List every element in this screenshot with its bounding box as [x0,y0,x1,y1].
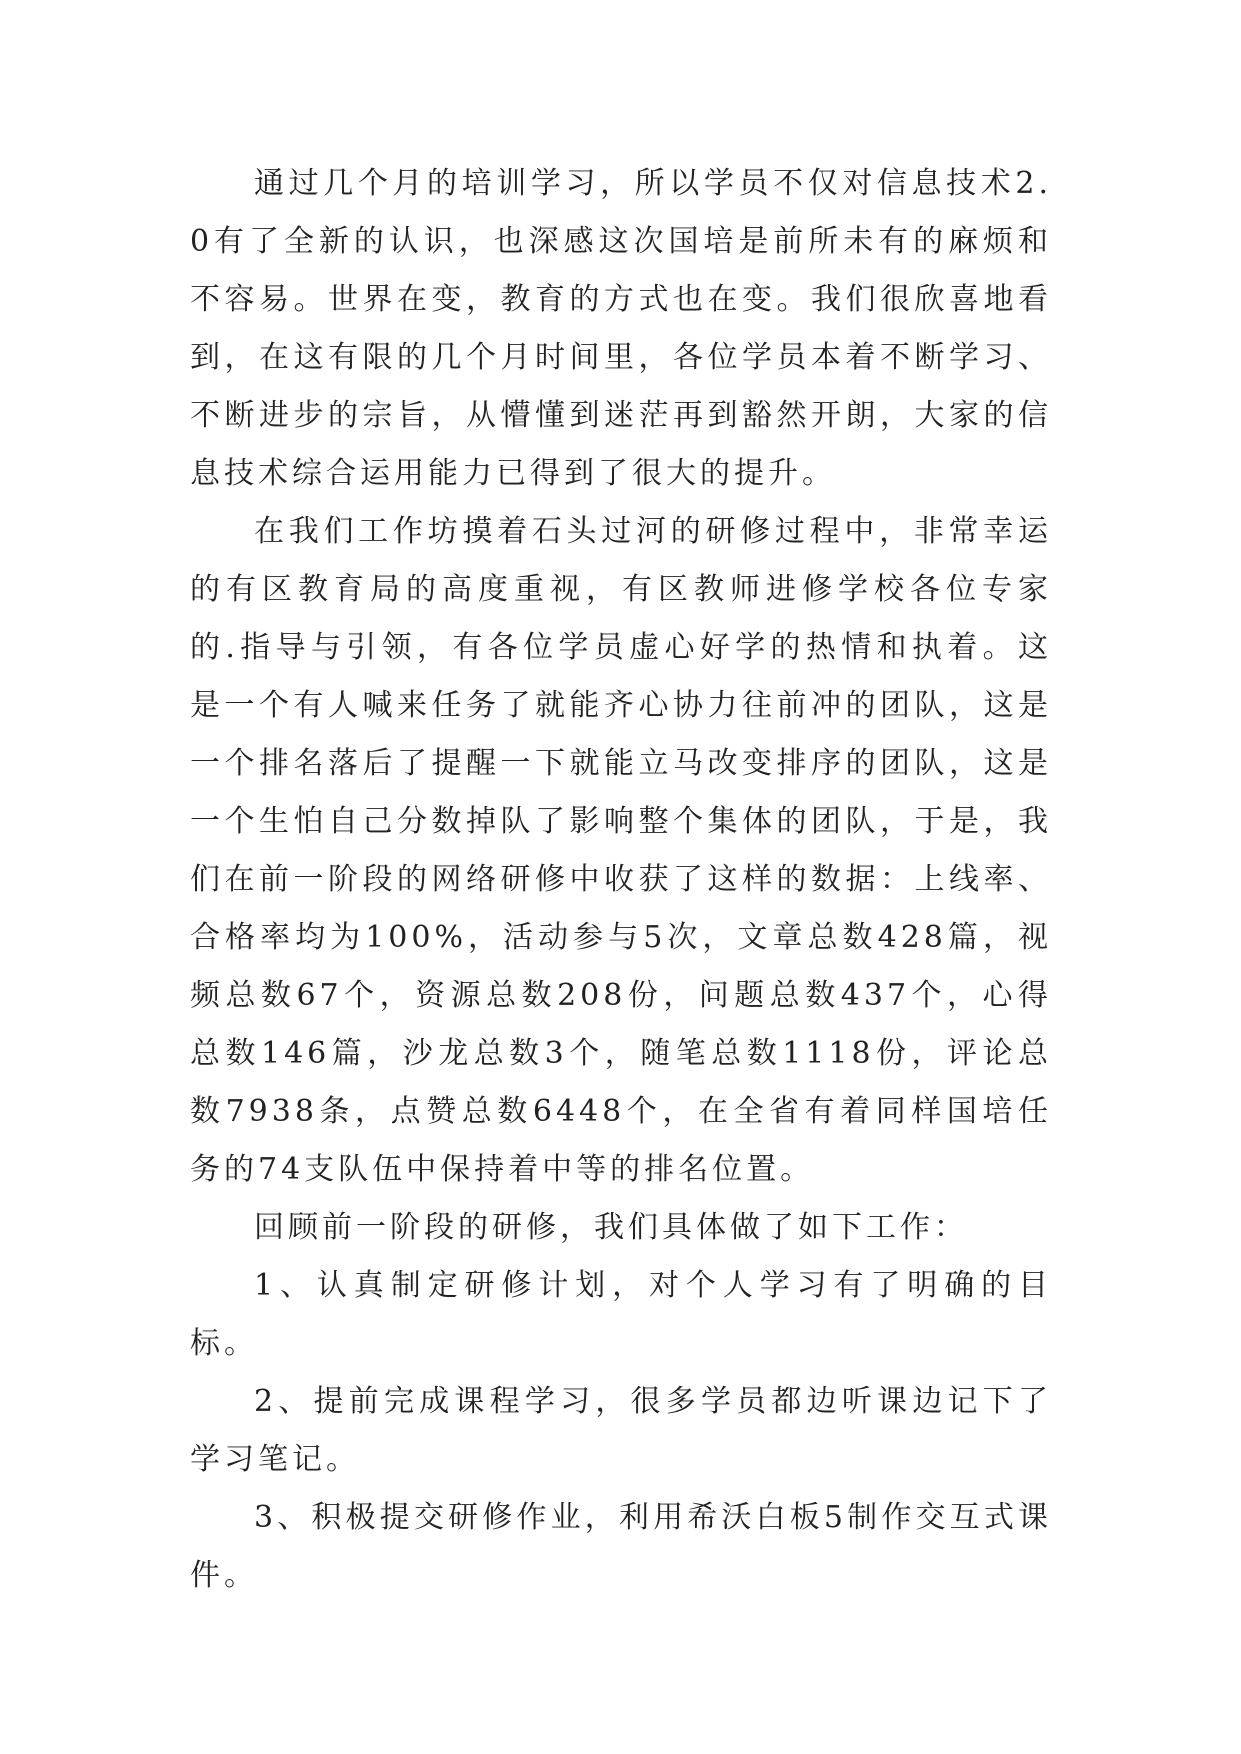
paragraph-workshop-results: 在我们工作坊摸着石头过河的研修过程中，非常幸运的有区教育局的高度重视，有区教师进修学校各位专家的.指导与引领，有各位学员虚心好学的热情和执着。这是一个有人喊来任务了就能齐心协力往前冲的团队，这是一个排名落后了提醒一下就能立马改变排序的团队，这是一个生怕自己分数掉队了影响整个集体的团队，于是，我们在前一阶段的网络研修中收获了这样的数据：上线率、合格率均为100%，活动参与5次，文章总数428篇，视频总数67个，资源总数208份，问题总数437个，心得总数146篇，沙龙总数3个，随笔总数1118份，评论总数7938条，点赞总数6448个，在全省有着同样国培任务的74支队伍中保持着中等的排名位置。 [190,514,1052,1187]
list-item-assignments: 3、积极提交研修作业，利用希沃白板5制作交互式课件。 [190,1500,1052,1593]
document-body [190,155,1052,1605]
paragraph-training-summary: 通过几个月的培训学习，所以学员不仅对信息技术2.0有了全新的认识，也深感这次国培是前所未有的麻烦和不容易。世界在变，教育的方式也在变。我们很欣喜地看到，在这有限的几个月时间里，各位学员本着不断学习、不断进步的宗旨，从懵懂到迷茫再到豁然开朗，大家的信息技术综合运用能力已得到了很大的提升。 [190,166,1052,491]
list-item-plan: 1、认真制定研修计划，对个人学习有了明确的目标。 [190,1268,1052,1361]
list-item-courses: 2、提前完成课程学习，很多学员都边听课边记下了学习笔记。 [190,1384,1052,1477]
paragraph-review-intro: 回顾前一阶段的研修，我们具体做了如下工作： [254,1210,968,1245]
